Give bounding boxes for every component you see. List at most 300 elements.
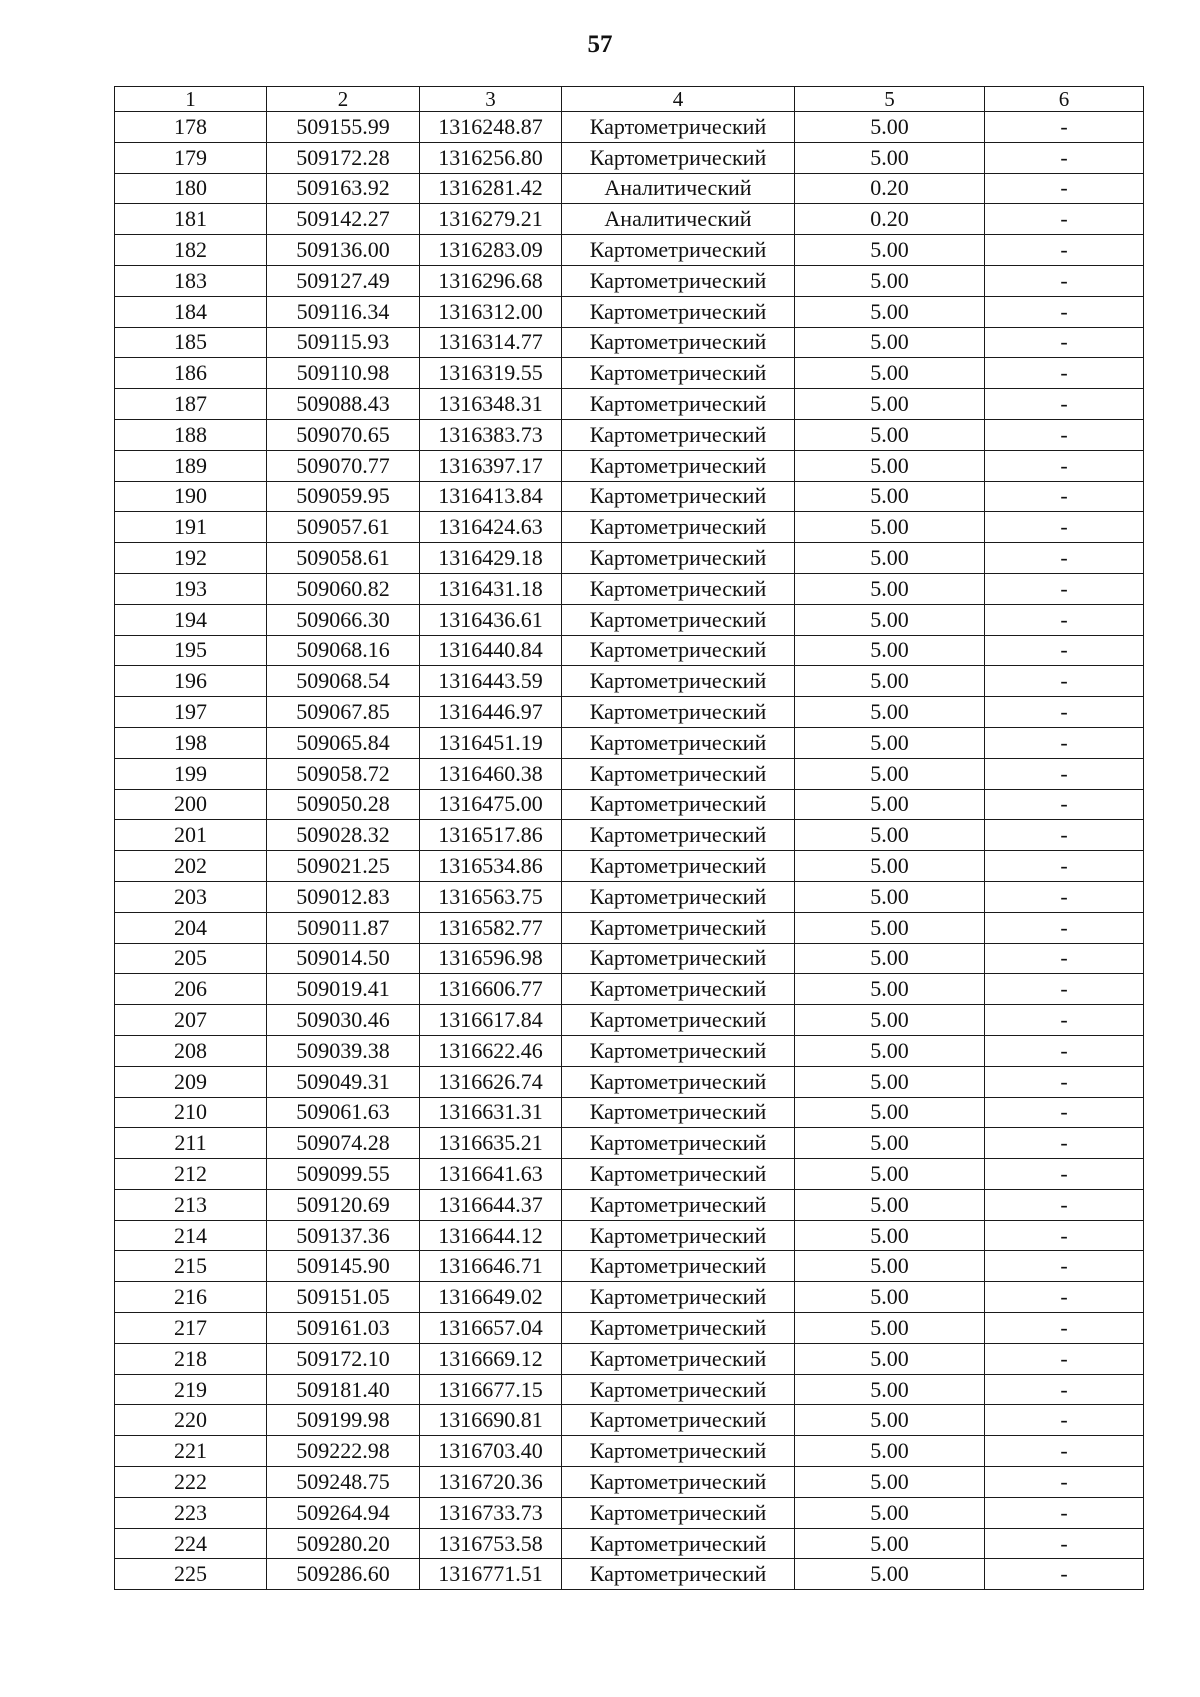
x-coordinate-cell: 509099.55 [267,1159,420,1190]
point-number-cell: 203 [115,881,267,912]
table-row [115,481,1144,512]
point-number-cell: 198 [115,727,267,758]
x-coordinate-cell: 509049.31 [267,1066,420,1097]
x-coordinate-cell: 509172.10 [267,1343,420,1374]
x-coordinate-cell: 509039.38 [267,1035,420,1066]
y-coordinate-cell: 1316606.77 [420,974,562,1005]
note-cell: - [985,1005,1144,1036]
method-cell: Картометрический [562,1559,795,1590]
method-cell: Картометрический [562,1497,795,1528]
table-row [115,1189,1144,1220]
note-cell: - [985,265,1144,296]
point-number-cell: 220 [115,1405,267,1436]
y-coordinate-cell: 1316296.68 [420,265,562,296]
x-coordinate-cell: 509136.00 [267,235,420,266]
table-row [115,112,1144,143]
point-number-cell: 183 [115,265,267,296]
accuracy-cell: 5.00 [795,697,985,728]
accuracy-cell: 5.00 [795,389,985,420]
x-coordinate-cell: 509280.20 [267,1528,420,1559]
note-cell: - [985,1528,1144,1559]
table-row [115,265,1144,296]
x-coordinate-cell: 509050.28 [267,789,420,820]
method-cell: Картометрический [562,265,795,296]
table-row [115,727,1144,758]
point-number-cell: 196 [115,666,267,697]
y-coordinate-cell: 1316397.17 [420,450,562,481]
method-cell: Картометрический [562,1220,795,1251]
table-row [115,1313,1144,1344]
y-coordinate-cell: 1316563.75 [420,881,562,912]
accuracy-cell: 5.00 [795,1374,985,1405]
note-cell: - [985,881,1144,912]
table-row [115,543,1144,574]
note-cell: - [985,604,1144,635]
note-cell: - [985,1559,1144,1590]
point-number-cell: 199 [115,758,267,789]
x-coordinate-cell: 509067.85 [267,697,420,728]
method-cell: Картометрический [562,789,795,820]
x-coordinate-cell: 509163.92 [267,173,420,204]
point-number-cell: 186 [115,358,267,389]
x-coordinate-cell: 509222.98 [267,1436,420,1467]
note-cell: - [985,1159,1144,1190]
point-number-cell: 219 [115,1374,267,1405]
method-cell: Картометрический [562,1189,795,1220]
method-cell: Картометрический [562,820,795,851]
table-row [115,573,1144,604]
table-row [115,1528,1144,1559]
point-number-cell: 205 [115,943,267,974]
method-cell: Картометрический [562,419,795,450]
x-coordinate-cell: 509145.90 [267,1251,420,1282]
x-coordinate-cell: 509012.83 [267,881,420,912]
accuracy-cell: 5.00 [795,1251,985,1282]
accuracy-cell: 5.00 [795,112,985,143]
point-number-cell: 200 [115,789,267,820]
method-cell: Картометрический [562,1066,795,1097]
note-cell: - [985,943,1144,974]
method-cell: Картометрический [562,358,795,389]
x-coordinate-cell: 509264.94 [267,1497,420,1528]
x-coordinate-cell: 509059.95 [267,481,420,512]
method-cell: Картометрический [562,235,795,266]
x-coordinate-cell: 509110.98 [267,358,420,389]
y-coordinate-cell: 1316248.87 [420,112,562,143]
accuracy-cell: 5.00 [795,512,985,543]
note-cell: - [985,1220,1144,1251]
note-cell: - [985,727,1144,758]
method-cell: Картометрический [562,1282,795,1313]
method-cell: Картометрический [562,512,795,543]
accuracy-cell: 5.00 [795,450,985,481]
y-coordinate-cell: 1316319.55 [420,358,562,389]
y-coordinate-cell: 1316283.09 [420,235,562,266]
method-cell: Картометрический [562,881,795,912]
point-number-cell: 197 [115,697,267,728]
method-cell: Картометрический [562,1251,795,1282]
accuracy-cell: 5.00 [795,604,985,635]
note-cell: - [985,481,1144,512]
table-row [115,1035,1144,1066]
note-cell: - [985,851,1144,882]
note-cell: - [985,912,1144,943]
point-number-cell: 181 [115,204,267,235]
x-coordinate-cell: 509161.03 [267,1313,420,1344]
note-cell: - [985,1097,1144,1128]
x-coordinate-cell: 509070.65 [267,419,420,450]
accuracy-cell: 5.00 [795,666,985,697]
table-row [115,1220,1144,1251]
note-cell: - [985,1282,1144,1313]
table-row [115,1128,1144,1159]
note-cell: - [985,1374,1144,1405]
method-cell: Картометрический [562,1035,795,1066]
x-coordinate-cell: 509116.34 [267,296,420,327]
note-cell: - [985,666,1144,697]
x-coordinate-cell: 509021.25 [267,851,420,882]
note-cell: - [985,1066,1144,1097]
table-row [115,204,1144,235]
method-cell: Картометрический [562,112,795,143]
table-row [115,1497,1144,1528]
point-number-cell: 201 [115,820,267,851]
y-coordinate-cell: 1316631.31 [420,1097,562,1128]
accuracy-cell: 5.00 [795,142,985,173]
x-coordinate-cell: 509248.75 [267,1467,420,1498]
note-cell: - [985,543,1144,574]
x-coordinate-cell: 509088.43 [267,389,420,420]
point-number-cell: 188 [115,419,267,450]
y-coordinate-cell: 1316429.18 [420,543,562,574]
y-coordinate-cell: 1316622.46 [420,1035,562,1066]
page-number: 57 [587,31,613,58]
note-cell: - [985,1128,1144,1159]
method-cell: Аналитический [562,173,795,204]
table-row [115,604,1144,635]
point-number-cell: 221 [115,1436,267,1467]
x-coordinate-cell: 509014.50 [267,943,420,974]
note-cell: - [985,235,1144,266]
y-coordinate-cell: 1316657.04 [420,1313,562,1344]
x-coordinate-cell: 509127.49 [267,265,420,296]
y-coordinate-cell: 1316446.97 [420,697,562,728]
x-coordinate-cell: 509068.54 [267,666,420,697]
y-coordinate-cell: 1316644.12 [420,1220,562,1251]
point-number-cell: 190 [115,481,267,512]
y-coordinate-cell: 1316582.77 [420,912,562,943]
method-cell: Картометрический [562,1528,795,1559]
point-number-cell: 194 [115,604,267,635]
y-coordinate-cell: 1316383.73 [420,419,562,450]
table-row [115,943,1144,974]
accuracy-cell: 5.00 [795,1066,985,1097]
point-number-cell: 207 [115,1005,267,1036]
y-coordinate-cell: 1316348.31 [420,389,562,420]
accuracy-cell: 5.00 [795,758,985,789]
table-row [115,789,1144,820]
method-cell: Картометрический [562,1128,795,1159]
accuracy-cell: 5.00 [795,727,985,758]
table-row [115,974,1144,1005]
accuracy-cell: 5.00 [795,1559,985,1590]
note-cell: - [985,173,1144,204]
method-cell: Картометрический [562,758,795,789]
x-coordinate-cell: 509058.61 [267,543,420,574]
point-number-cell: 195 [115,635,267,666]
point-number-cell: 225 [115,1559,267,1590]
table-row [115,1343,1144,1374]
y-coordinate-cell: 1316596.98 [420,943,562,974]
accuracy-cell: 5.00 [795,635,985,666]
method-cell: Картометрический [562,543,795,574]
x-coordinate-cell: 509115.93 [267,327,420,358]
note-cell: - [985,1436,1144,1467]
point-number-cell: 191 [115,512,267,543]
accuracy-cell: 5.00 [795,1282,985,1313]
table-row [115,635,1144,666]
table-row [115,1159,1144,1190]
accuracy-cell: 0.20 [795,173,985,204]
accuracy-cell: 5.00 [795,1035,985,1066]
note-cell: - [985,358,1144,389]
note-cell: - [985,820,1144,851]
x-coordinate-cell: 509137.36 [267,1220,420,1251]
note-cell: - [985,573,1144,604]
table-row [115,512,1144,543]
note-cell: - [985,204,1144,235]
x-coordinate-cell: 509172.28 [267,142,420,173]
y-coordinate-cell: 1316534.86 [420,851,562,882]
point-number-cell: 184 [115,296,267,327]
method-cell: Картометрический [562,697,795,728]
y-coordinate-cell: 1316669.12 [420,1343,562,1374]
y-coordinate-cell: 1316256.80 [420,142,562,173]
method-cell: Картометрический [562,851,795,882]
point-number-cell: 213 [115,1189,267,1220]
point-number-cell: 224 [115,1528,267,1559]
table-row [115,1251,1144,1282]
method-cell: Картометрический [562,1005,795,1036]
point-number-cell: 218 [115,1343,267,1374]
point-number-cell: 185 [115,327,267,358]
point-number-cell: 178 [115,112,267,143]
y-coordinate-cell: 1316460.38 [420,758,562,789]
table-row [115,327,1144,358]
note-cell: - [985,758,1144,789]
note-cell: - [985,512,1144,543]
point-number-cell: 208 [115,1035,267,1066]
point-number-cell: 209 [115,1066,267,1097]
accuracy-cell: 5.00 [795,943,985,974]
method-cell: Картометрический [562,604,795,635]
accuracy-cell: 5.00 [795,543,985,574]
note-cell: - [985,1405,1144,1436]
header-row [115,87,1144,112]
y-coordinate-cell: 1316279.21 [420,204,562,235]
table-row [115,1066,1144,1097]
table-row [115,1005,1144,1036]
method-cell: Картометрический [562,1374,795,1405]
accuracy-cell: 5.00 [795,481,985,512]
accuracy-cell: 5.00 [795,1189,985,1220]
table-row [115,881,1144,912]
method-cell: Картометрический [562,1343,795,1374]
y-coordinate-cell: 1316451.19 [420,727,562,758]
accuracy-cell: 5.00 [795,1313,985,1344]
point-number-cell: 206 [115,974,267,1005]
table-header [115,87,1144,112]
method-cell: Картометрический [562,1097,795,1128]
y-coordinate-cell: 1316641.63 [420,1159,562,1190]
y-coordinate-cell: 1316314.77 [420,327,562,358]
y-coordinate-cell: 1316771.51 [420,1559,562,1590]
note-cell: - [985,419,1144,450]
method-cell: Картометрический [562,1436,795,1467]
note-cell: - [985,1467,1144,1498]
point-number-cell: 210 [115,1097,267,1128]
x-coordinate-cell: 509181.40 [267,1374,420,1405]
method-cell: Картометрический [562,327,795,358]
y-coordinate-cell: 1316733.73 [420,1497,562,1528]
note-cell: - [985,112,1144,143]
y-coordinate-cell: 1316517.86 [420,820,562,851]
column-header: 3 [420,87,562,112]
column-header: 2 [267,87,420,112]
accuracy-cell: 5.00 [795,851,985,882]
method-cell: Картометрический [562,1159,795,1190]
method-cell: Картометрический [562,974,795,1005]
table-row [115,296,1144,327]
accuracy-cell: 5.00 [795,235,985,266]
note-cell: - [985,1251,1144,1282]
accuracy-cell: 5.00 [795,358,985,389]
table-row [115,1097,1144,1128]
note-cell: - [985,789,1144,820]
x-coordinate-cell: 509011.87 [267,912,420,943]
table-row [115,1405,1144,1436]
method-cell: Картометрический [562,943,795,974]
x-coordinate-cell: 509074.28 [267,1128,420,1159]
point-number-cell: 223 [115,1497,267,1528]
x-coordinate-cell: 509028.32 [267,820,420,851]
x-coordinate-cell: 509019.41 [267,974,420,1005]
point-number-cell: 182 [115,235,267,266]
y-coordinate-cell: 1316440.84 [420,635,562,666]
method-cell: Картометрический [562,912,795,943]
table-row [115,851,1144,882]
y-coordinate-cell: 1316431.18 [420,573,562,604]
method-cell: Картометрический [562,1405,795,1436]
method-cell: Картометрический [562,450,795,481]
column-header: 5 [795,87,985,112]
column-header: 6 [985,87,1144,112]
table-row [115,173,1144,204]
note-cell: - [985,697,1144,728]
y-coordinate-cell: 1316720.36 [420,1467,562,1498]
y-coordinate-cell: 1316703.40 [420,1436,562,1467]
y-coordinate-cell: 1316690.81 [420,1405,562,1436]
method-cell: Аналитический [562,204,795,235]
table-row [115,912,1144,943]
x-coordinate-cell: 509060.82 [267,573,420,604]
x-coordinate-cell: 509120.69 [267,1189,420,1220]
accuracy-cell: 5.00 [795,1128,985,1159]
accuracy-cell: 5.00 [795,912,985,943]
x-coordinate-cell: 509065.84 [267,727,420,758]
method-cell: Картометрический [562,573,795,604]
x-coordinate-cell: 509068.16 [267,635,420,666]
accuracy-cell: 5.00 [795,1005,985,1036]
method-cell: Картометрический [562,1467,795,1498]
accuracy-cell: 0.20 [795,204,985,235]
accuracy-cell: 5.00 [795,789,985,820]
point-number-cell: 216 [115,1282,267,1313]
accuracy-cell: 5.00 [795,1159,985,1190]
note-cell: - [985,142,1144,173]
method-cell: Картометрический [562,1313,795,1344]
point-number-cell: 193 [115,573,267,604]
y-coordinate-cell: 1316617.84 [420,1005,562,1036]
table-row [115,235,1144,266]
accuracy-cell: 5.00 [795,1436,985,1467]
table-row [115,142,1144,173]
y-coordinate-cell: 1316443.59 [420,666,562,697]
point-number-cell: 222 [115,1467,267,1498]
note-cell: - [985,389,1144,420]
note-cell: - [985,635,1144,666]
accuracy-cell: 5.00 [795,573,985,604]
x-coordinate-cell: 509058.72 [267,758,420,789]
point-number-cell: 192 [115,543,267,574]
y-coordinate-cell: 1316649.02 [420,1282,562,1313]
y-coordinate-cell: 1316281.42 [420,173,562,204]
table-row [115,389,1144,420]
note-cell: - [985,1035,1144,1066]
method-cell: Картометрический [562,389,795,420]
point-number-cell: 214 [115,1220,267,1251]
accuracy-cell: 5.00 [795,1467,985,1498]
method-cell: Картометрический [562,481,795,512]
point-number-cell: 180 [115,173,267,204]
point-number-cell: 211 [115,1128,267,1159]
note-cell: - [985,1343,1144,1374]
x-coordinate-cell: 509286.60 [267,1559,420,1590]
y-coordinate-cell: 1316413.84 [420,481,562,512]
accuracy-cell: 5.00 [795,265,985,296]
table-body [115,112,1144,1590]
method-cell: Картометрический [562,666,795,697]
accuracy-cell: 5.00 [795,327,985,358]
accuracy-cell: 5.00 [795,296,985,327]
y-coordinate-cell: 1316424.63 [420,512,562,543]
accuracy-cell: 5.00 [795,1405,985,1436]
column-header: 1 [115,87,267,112]
coordinates-table [114,86,1144,1590]
point-number-cell: 212 [115,1159,267,1190]
note-cell: - [985,1189,1144,1220]
table-row [115,1559,1144,1590]
accuracy-cell: 5.00 [795,1097,985,1128]
x-coordinate-cell: 509061.63 [267,1097,420,1128]
y-coordinate-cell: 1316677.15 [420,1374,562,1405]
note-cell: - [985,296,1144,327]
method-cell: Картометрический [562,635,795,666]
table-row [115,450,1144,481]
accuracy-cell: 5.00 [795,820,985,851]
method-cell: Картометрический [562,296,795,327]
table-row [115,758,1144,789]
